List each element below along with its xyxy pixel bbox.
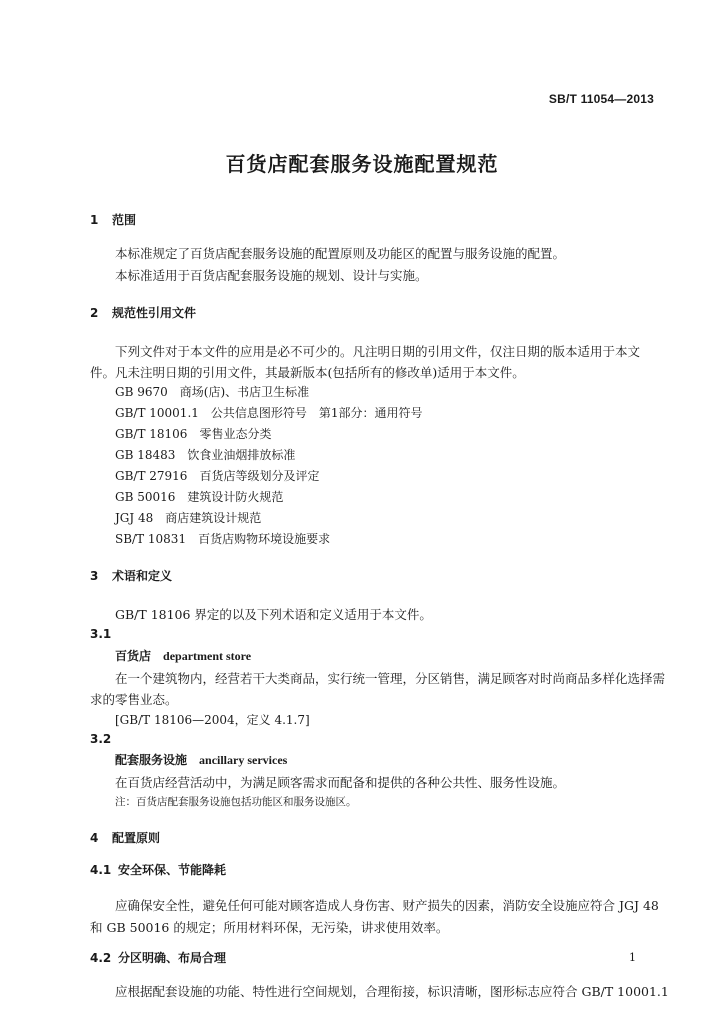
reference-item: GB 50016 建筑设计防火规范 bbox=[115, 490, 284, 504]
section-number: 2 bbox=[90, 306, 99, 320]
reference-item: JGJ 48 商店建筑设计规范 bbox=[115, 511, 262, 525]
section-title: 术语和定义 bbox=[112, 569, 173, 583]
section-title: 规范性引用文件 bbox=[112, 306, 197, 320]
paragraph: GB/T 18106 界定的以及下列术语和定义适用于本文件。 bbox=[115, 607, 432, 622]
page-number: 1 bbox=[629, 951, 636, 964]
definition-continued: 求的零售业态。 bbox=[90, 692, 178, 707]
term-source: [GB/T 18106—2004，定义 4.1.7] bbox=[115, 713, 310, 727]
section-3-heading bbox=[90, 567, 172, 584]
reference-item: GB/T 18106 零售业态分类 bbox=[115, 427, 272, 441]
section-number: 4 bbox=[90, 831, 99, 845]
reference-item: GB 18483 饮食业油烟排放标准 bbox=[115, 448, 296, 462]
subsection-4-1-heading bbox=[90, 861, 226, 878]
section-title: 范围 bbox=[112, 213, 137, 227]
term-heading bbox=[115, 751, 287, 768]
definition: 在一个建筑物内，经营若干大类商品，实行统一管理，分区销售，满足顾客对时尚商品多样化选择需 bbox=[115, 671, 666, 686]
reference-item: GB 9670 商场(店)、书店卫生标准 bbox=[115, 385, 310, 399]
subsection-number: 4.1 bbox=[90, 863, 112, 877]
term-cn: 配套服务设施 bbox=[115, 753, 188, 767]
subsection-title: 分区明确、布局合理 bbox=[118, 951, 227, 965]
term-en: ancillary services bbox=[199, 753, 288, 767]
reference-item: GB/T 27916 百货店等级划分及评定 bbox=[115, 469, 320, 483]
term-heading bbox=[115, 647, 251, 664]
term-number: 3.2 bbox=[90, 732, 112, 746]
subsection-number: 4.2 bbox=[90, 951, 112, 965]
document-title: 百货店配套服务设施配置规范 bbox=[225, 152, 499, 176]
term-cn: 百货店 bbox=[115, 649, 152, 663]
paragraph: 本标准适用于百货店配套服务设施的规划、设计与实施。 bbox=[115, 268, 428, 283]
paragraph: 下列文件对于本文件的应用是必不可少的。凡注明日期的引用文件，仅注日期的版本适用于本文 bbox=[115, 344, 641, 359]
paragraph: 本标准规定了百货店配套服务设施的配置原则及功能区的配置与服务设施的配置。 bbox=[115, 246, 566, 261]
paragraph: 应根据配套设施的功能、特性进行空间规划，合理衔接，标识清晰，图形标志应符合 GB/T 10001.1 bbox=[115, 984, 669, 999]
standard-number: SB/T 11054—2013 bbox=[548, 92, 654, 106]
subsection-title: 安全环保、节能降耗 bbox=[118, 863, 227, 877]
note: 注：百货店配套服务设施包括功能区和服务设施区。 bbox=[115, 796, 357, 808]
section-number: 3 bbox=[90, 569, 99, 583]
subsection-4-2-heading bbox=[90, 949, 226, 966]
term-en: department store bbox=[163, 649, 252, 663]
reference-item: SB/T 10831 百货店购物环境设施要求 bbox=[115, 532, 331, 546]
paragraph: 应确保安全性，避免任何可能对顾客造成人身伤害、财产损失的因素，消防安全设施应符合 JGJ 48 bbox=[115, 898, 659, 913]
section-number: 1 bbox=[90, 213, 99, 227]
section-4-heading bbox=[90, 829, 160, 846]
reference-item: GB/T 10001.1 公共信息图形符号 第1部分：通用符号 bbox=[115, 406, 423, 420]
definition: 在百货店经营活动中，为满足顾客需求而配备和提供的各种公共性、服务性设施。 bbox=[115, 775, 566, 790]
section-1-heading bbox=[90, 211, 136, 228]
paragraph-continued: 件。凡未注明日期的引用文件，其最新版本(包括所有的修改单)适用于本文件。 bbox=[90, 365, 525, 380]
term-number: 3.1 bbox=[90, 627, 112, 641]
section-title: 配置原则 bbox=[112, 831, 161, 845]
paragraph-continued: 和 GB 50016 的规定；所用材料环保，无污染，讲求使用效率。 bbox=[90, 920, 449, 935]
section-2-heading bbox=[90, 304, 196, 321]
